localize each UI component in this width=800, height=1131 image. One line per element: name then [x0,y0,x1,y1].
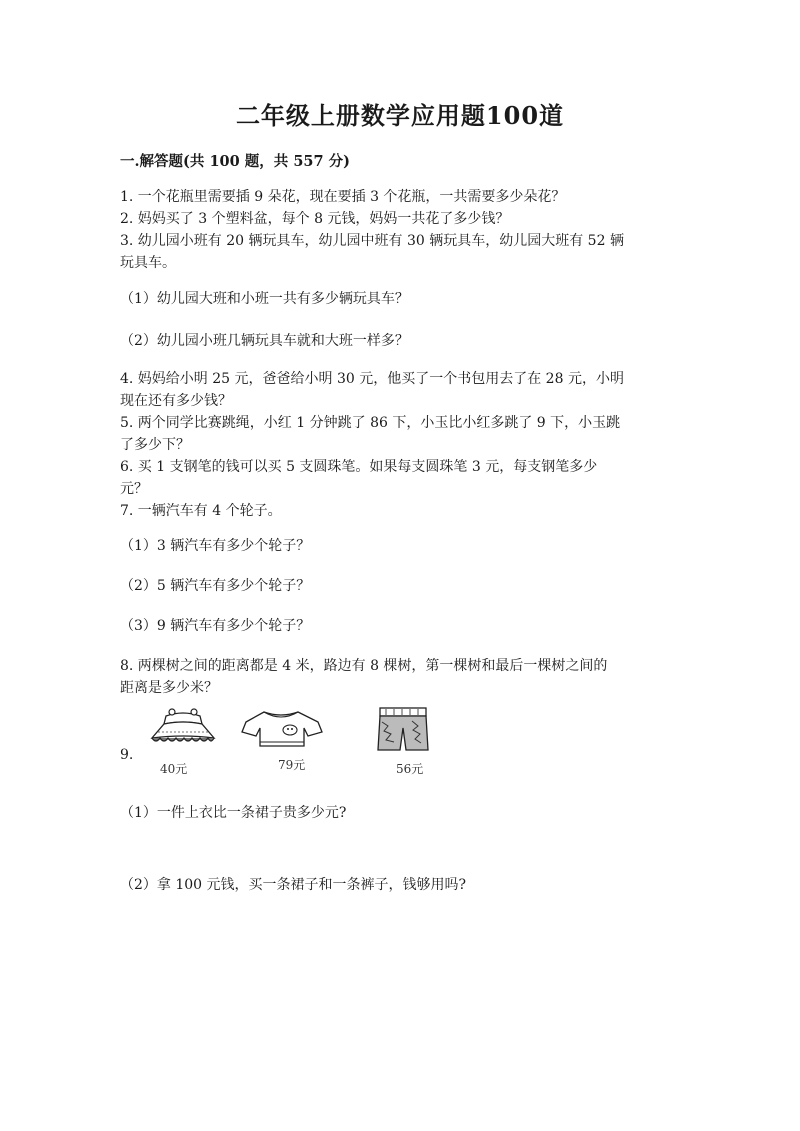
question-2: 2. 妈妈买了 3 个塑料盆，每个 8 元钱，妈妈一共花了多少钱？ [120,211,510,227]
question-3-part-1: （1）幼儿园大班和小班一共有多少辆玩具车？ [120,291,409,307]
question-6-cont: 元？ [120,481,148,497]
skirt-icon [144,706,222,750]
question-9-part-1: （1）一件上衣比一条裙子贵多少元? [120,805,347,821]
question-3: 3. 幼儿园小班有 20 辆玩具车，幼儿园中班有 30 辆玩具车，幼儿园大班有 52 辆 [120,233,624,249]
question-3-part-2: （2）幼儿园小班几辆玩具车就和大班一样多？ [120,333,409,349]
question-8: 8. 两棵树之间的距离都是 4 米，路边有 8 棵树，第一棵树和最后一棵树之间的 [120,658,608,674]
question-1: 1. 一个花瓶里需要插 9 朵花，现在要插 3 个花瓶，一共需要多少朵花？ [120,189,566,205]
question-7-part-3: （3）9 辆汽车有多少个轮子？ [120,618,311,634]
question-6: 6. 买 1 支钢笔的钱可以买 5 支圆珠笔。如果每支圆珠笔 3 元，每支钢笔多少 [120,459,598,475]
question-7-part-1: （1）3 辆汽车有多少个轮子？ [120,538,311,554]
pants-price: 56元 [396,762,424,776]
question-8-cont: 距离是多少米？ [120,680,218,696]
clothing-figure [140,706,460,776]
page-title: 二年级上册数学应用题100道 [235,101,565,130]
question-7-part-2: （2）5 辆汽车有多少个轮子？ [120,578,311,594]
question-5-cont: 了多少下？ [120,437,190,453]
question-7: 7. 一辆汽车有 4 个轮子。 [120,503,282,519]
shirt-icon [238,706,324,750]
question-9-part-2: （2）拿 100 元钱，买一条裙子和一条裤子，钱够用吗? [120,877,467,893]
question-5: 5. 两个同学比赛跳绳，小红 1 分钟跳了 86 下，小玉比小红多跳了 9 下，小玉跳 [120,415,621,431]
skirt-price: 40元 [160,762,188,776]
shirt-price: 79元 [278,758,306,772]
pants-icon [372,706,434,754]
question-4: 4. 妈妈给小明 25 元，爸爸给小明 30 元，他买了一个书包用去了在 28 元，小明 [120,371,624,387]
question-3-cont: 玩具车。 [120,255,176,271]
question-9: 9. [120,747,134,763]
section-heading: 一.解答题(共 100 题，共 557 分) [120,153,350,170]
question-4-cont: 现在还有多少钱？ [120,393,232,409]
